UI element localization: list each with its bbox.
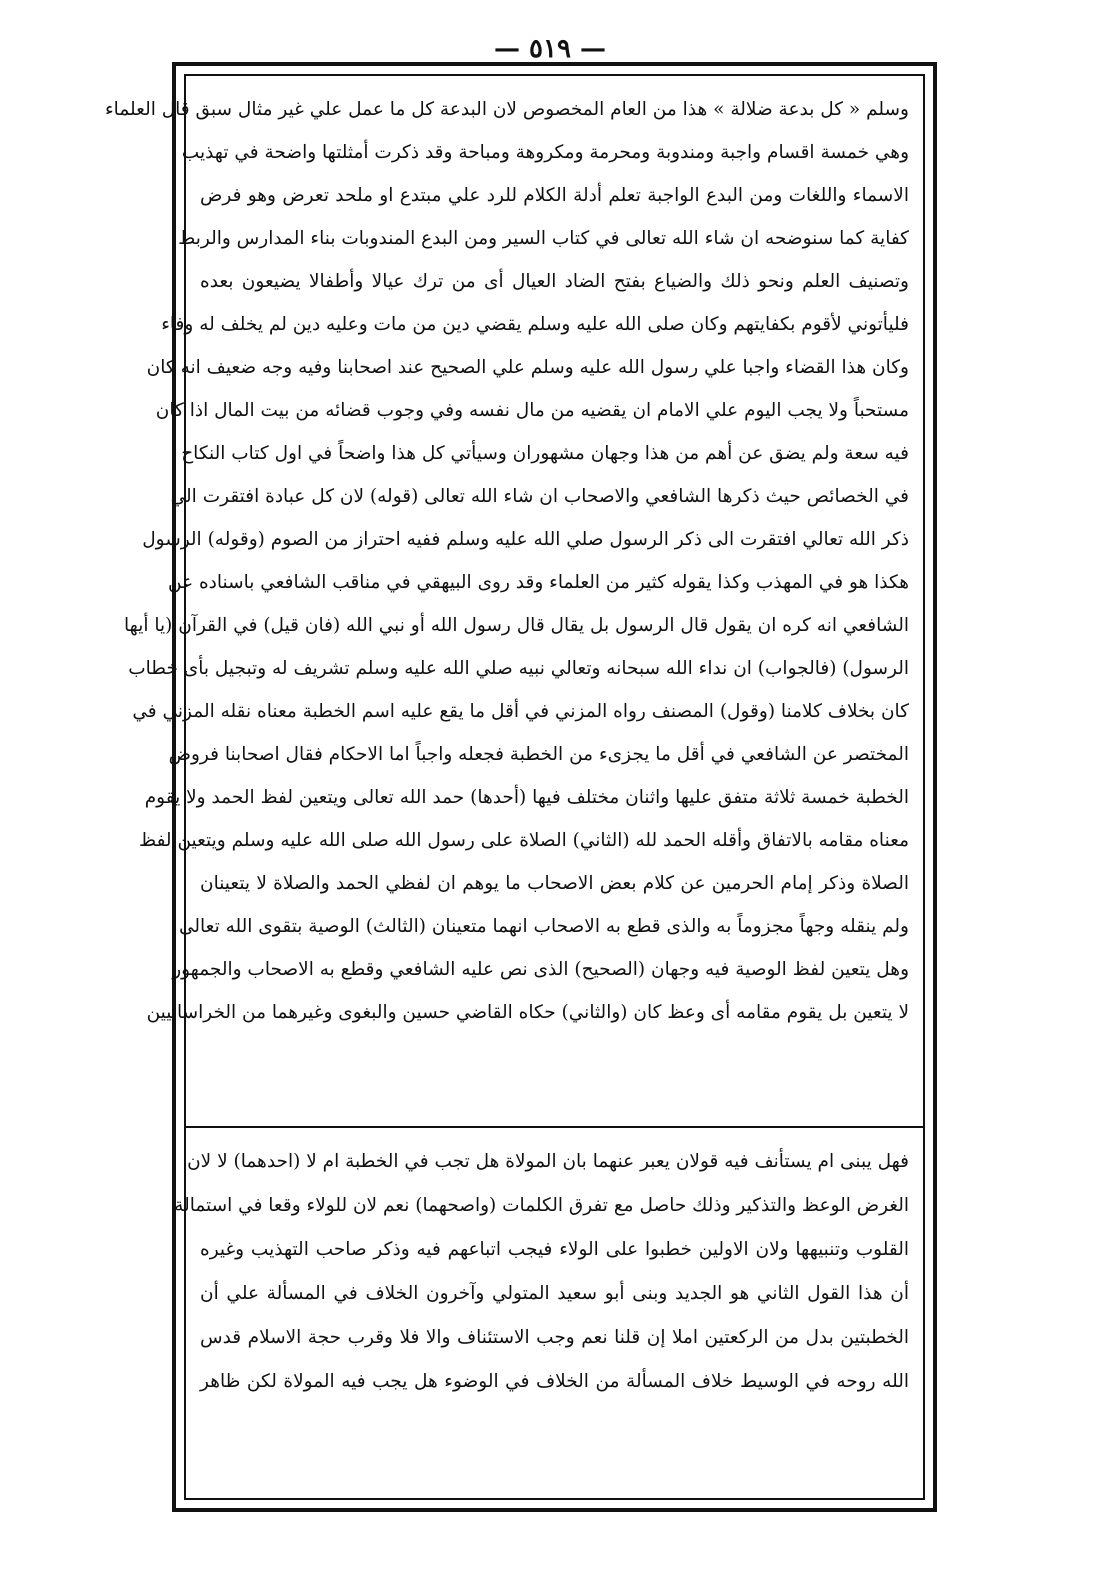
note-line: القلوب وتنبيهها ولان الاولين خطبوا على الولاء فيجب اتباعهم فيه وذكر صاحب التهذيب وغيره bbox=[200, 1239, 909, 1260]
text-line: المختصر عن الشافعي في أقل ما يجزىء من الخطبة فجعله واجباً اما الاحكام فقال اصحابنا فروض bbox=[168, 744, 909, 765]
text-line: معناه مقامه بالاتفاق وأقله الحمد لله (الثاني) الصلاة على رسول الله صلى الله عليه وسلم ويتعين لفظ bbox=[139, 830, 909, 851]
text-line: الشافعي انه كره ان يقول قال الرسول بل يقال قال رسول الله أو نبي الله (فان قيل) في القرآن (يا أيها bbox=[124, 615, 909, 636]
text-line: وسلم « كل بدعة ضلالة » هذا من العام المخصوص لان البدعة كل ما عمل علي غير مثال سبق قال العلماء bbox=[104, 99, 909, 120]
text-line: وهل يتعين لفظ الوصية فيه وجهان (الصحيح) الذى نص عليه الشافعي وقطع به الاصحاب والجمهور bbox=[172, 959, 909, 980]
main-text-block bbox=[104, 88, 909, 1034]
section-divider bbox=[186, 1126, 923, 1128]
text-line: كفاية كما سنوضحه ان شاء الله تعالى في كتاب السير ومن البدع المندوبات بناء المدارس والربط bbox=[178, 228, 909, 249]
note-line: فهل يبنى ام يستأنف فيه قولان يعبر عنهما بان المولاة هل تجب في الخطبة ام لا (احدهما) لا لان bbox=[187, 1151, 909, 1172]
note-line: الخطبتين بدل من الركعتين املا إن قلنا نعم وجب الاستئناف والا فلا وقرب حجة الاسلام قدس bbox=[200, 1327, 909, 1348]
text-line: وهي خمسة اقسام واجبة ومندوبة ومحرمة ومكروهة ومباحة وقد ذكرت أمثلتها واضحة في تهذيب bbox=[181, 142, 909, 163]
text-line: الخطبة خمسة ثلاثة متفق عليها واثنان مختلف فيها (أحدها) حمد الله تعالى ويتعين لفظ الحمد ولا يقوم bbox=[144, 787, 909, 808]
text-line: وتصنيف العلم ونحو ذلك والضياع بفتح الضاد العيال أى من ترك عيالا وأطفالا يضيعون بعده bbox=[200, 271, 909, 292]
text-line: الاسماء واللغات ومن البدع الواجبة تعلم أدلة الكلام للرد علي مبتدع او ملحد تعرض وهو فرض bbox=[200, 185, 909, 206]
note-line: أن هذا القول الثاني هو الجديد وبنى أبو سعيد المتولي وآخرون الخلاف في المسألة علي أن bbox=[200, 1283, 909, 1304]
text-line: في الخصائص حيث ذكرها الشافعي والاصحاب ان شاء الله تعالى (قوله) لان كل عبادة افتقرت الي bbox=[170, 486, 909, 507]
page-number: — ٥١٩ — bbox=[493, 34, 607, 64]
text-line: ذكر الله تعالي افتقرت الى ذكر الرسول صلي الله عليه وسلم ففيه احتراز من الصوم (وقوله) الرسول bbox=[142, 529, 909, 550]
note-line: الله روحه في الوسيط خلاف المسألة من الخلاف في الوضوء هل يجب فيه المولاة لكن ظاهر bbox=[200, 1371, 909, 1392]
text-line: فليأتوني لأقوم بكفايتهم وكان صلى الله عليه وسلم يقضي دين من مات وعليه دين لم يخلف له وفاء bbox=[161, 314, 909, 335]
text-line: هكذا هو في المهذب وكذا يقوله كثير من العلماء وقد روى البيهقي في مناقب الشافعي باسناده عن bbox=[167, 572, 909, 593]
commentary-text-block bbox=[174, 1140, 909, 1404]
text-line: كان بخلاف كلامنا (وقول) المصنف رواه المزني في أقل ما يقع عليه اسم الخطبة معناه نقله المزني في bbox=[132, 701, 909, 722]
text-line: الرسول) (فالجواب) ان نداء الله سبحانه وتعالي نبيه صلي الله عليه وسلم تشريف له وتبجيل بأى خطاب bbox=[128, 658, 909, 679]
text-line: لا يتعين بل يقوم مقامه أى وعظ كان (والثاني) حكاه القاضي حسين والبغوى وغيرهما من الخراسانيين bbox=[146, 1002, 909, 1023]
text-line: وكان هذا القضاء واجبا علي رسول الله عليه وسلم علي الصحيح عند اصحابنا وفيه وجه ضعيف انه كان bbox=[146, 357, 909, 378]
text-line: مستحباً ولا يجب اليوم علي الامام ان يقضيه من مال نفسه وفي وجوب قضائه من بيت المال اذا كان bbox=[155, 400, 909, 421]
text-line: ولم ينقله وجهاً مجزوماً به والذى قطع به الاصحاب انهما متعينان (الثالث) الوصية بتقوى الله تعالى bbox=[178, 916, 909, 937]
note-line: الغرض الوعظ والتذكير وذلك حاصل مع تفرق الكلمات (واصحهما) نعم لان للولاء وقعا في استمالة bbox=[174, 1195, 909, 1216]
text-line: الصلاة وذكر إمام الحرمين عن كلام بعض الاصحاب ما يوهم ان لفظي الحمد والصلاة لا يتعينان bbox=[200, 873, 909, 894]
text-line: فيه سعة ولم يضق عن أهم من هذا وجهان مشهوران وسيأتي كل هذا واضحاً في اول كتاب النكاح bbox=[181, 443, 909, 464]
